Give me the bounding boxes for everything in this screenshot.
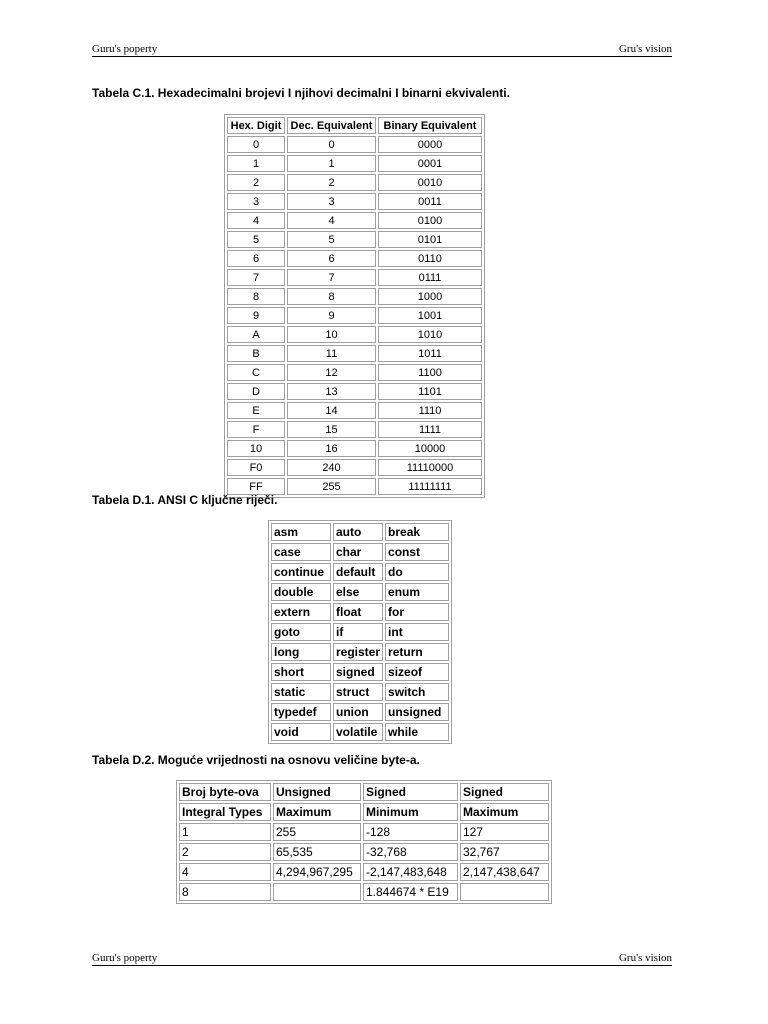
table-row — [271, 643, 449, 661]
table-row — [179, 883, 549, 901]
table-cell: if — [333, 623, 383, 641]
table-cell: 4 — [179, 863, 271, 881]
table-row — [271, 543, 449, 561]
table-row — [227, 212, 482, 229]
table-cell: -2,147,483,648 — [363, 863, 458, 881]
table-row — [179, 863, 549, 881]
table-cell: register — [333, 643, 383, 661]
table-cell: 4,294,967,295 — [273, 863, 361, 881]
table-cell: 8 — [227, 288, 285, 305]
table-cell: continue — [271, 563, 331, 581]
table-header-row — [227, 117, 482, 134]
table-cell: void — [271, 723, 331, 741]
table-row — [227, 231, 482, 248]
table-row — [227, 383, 482, 400]
table-row — [227, 326, 482, 343]
table-cell: int — [385, 623, 449, 641]
table-cell: 2 — [179, 843, 271, 861]
table-cell: else — [333, 583, 383, 601]
table-cell: 1010 — [378, 326, 482, 343]
table-cell: Signed — [363, 783, 458, 801]
table-cell: -32,768 — [363, 843, 458, 861]
table-row — [271, 683, 449, 701]
table-cell: Unsigned — [273, 783, 361, 801]
table-cell: 1100 — [378, 364, 482, 381]
table-cell: 3 — [287, 193, 376, 210]
hex-table — [224, 114, 485, 498]
table-cell: 0001 — [378, 155, 482, 172]
table-cell: 2 — [287, 174, 376, 191]
table-row — [227, 136, 482, 153]
table-cell: E — [227, 402, 285, 419]
table-cell: 1000 — [378, 288, 482, 305]
table-cell: 0 — [227, 136, 285, 153]
table-cell: 32,767 — [460, 843, 549, 861]
binary-equivalent-header: Binary Equivalent — [378, 117, 482, 134]
table-d1-caption: Tabela D.1. ANSI C ključne riječi. — [92, 493, 278, 507]
table-cell: 11111111 — [378, 478, 482, 495]
table-cell: const — [385, 543, 449, 561]
table-row — [227, 288, 482, 305]
table-cell: volatile — [333, 723, 383, 741]
table-cell: 11110000 — [378, 459, 482, 476]
table-cell: 1 — [227, 155, 285, 172]
table-cell: while — [385, 723, 449, 741]
table-cell: 10 — [287, 326, 376, 343]
table-cell: short — [271, 663, 331, 681]
table-cell: struct — [333, 683, 383, 701]
header-left-text: Guru's poperty — [92, 43, 158, 55]
table-cell: 1111 — [378, 421, 482, 438]
table-cell: 0101 — [378, 231, 482, 248]
table-cell: 0100 — [378, 212, 482, 229]
table-cell: 6 — [227, 250, 285, 267]
table-cell: enum — [385, 583, 449, 601]
table-cell: 1101 — [378, 383, 482, 400]
table-cell: 1 — [179, 823, 271, 841]
table-cell: 7 — [287, 269, 376, 286]
table-cell: for — [385, 603, 449, 621]
byte-values-table — [176, 780, 552, 904]
table-cell: float — [333, 603, 383, 621]
table-cell: F — [227, 421, 285, 438]
table-cell: 65,535 — [273, 843, 361, 861]
table-cell: A — [227, 326, 285, 343]
table-row — [271, 583, 449, 601]
table-cell: union — [333, 703, 383, 721]
table-cell: signed — [333, 663, 383, 681]
table-cell: 11 — [287, 345, 376, 362]
table-row — [271, 523, 449, 541]
header-right-text: Gru's vision — [618, 43, 672, 55]
table-row — [227, 193, 482, 210]
table-cell: 255 — [287, 478, 376, 495]
table-cell: 7 — [227, 269, 285, 286]
footer-left-text: Guru's poperty — [92, 952, 158, 964]
table-cell: D — [227, 383, 285, 400]
table-cell: -128 — [363, 823, 458, 841]
table-cell: 4 — [227, 212, 285, 229]
table-cell: 1.844674 * E19 — [363, 883, 458, 901]
table-cell: 1011 — [378, 345, 482, 362]
table-cell: break — [385, 523, 449, 541]
table-cell: 1001 — [378, 307, 482, 324]
table-cell: 8 — [179, 883, 271, 901]
table-row — [271, 723, 449, 741]
table-cell: 0 — [287, 136, 376, 153]
table-cell: 2 — [227, 174, 285, 191]
table-cell: 14 — [287, 402, 376, 419]
table-cell: Signed — [460, 783, 549, 801]
table-cell: goto — [271, 623, 331, 641]
table-cell: Integral Types — [179, 803, 271, 821]
table-cell: long — [271, 643, 331, 661]
table-cell: auto — [333, 523, 383, 541]
table-cell: 16 — [287, 440, 376, 457]
page-header — [92, 42, 672, 57]
hex-digit-header: Hex. Digit — [227, 117, 285, 134]
table-cell: unsigned — [385, 703, 449, 721]
table-header-row — [179, 783, 549, 801]
table-cell: Broj byte-ova — [179, 783, 271, 801]
table-row — [179, 843, 549, 861]
table-cell: sizeof — [385, 663, 449, 681]
table-cell: 10 — [227, 440, 285, 457]
table-row — [227, 364, 482, 381]
table-row — [179, 823, 549, 841]
table-cell: 1 — [287, 155, 376, 172]
table-cell: 255 — [273, 823, 361, 841]
table-cell: 15 — [287, 421, 376, 438]
table-cell: 0111 — [378, 269, 482, 286]
table-row — [227, 402, 482, 419]
table-cell: static — [271, 683, 331, 701]
footer-right-text: Gru's vision — [618, 952, 672, 964]
table-cell: 8 — [287, 288, 376, 305]
table-cell: asm — [271, 523, 331, 541]
table-cell: 5 — [227, 231, 285, 248]
table-cell: FF — [227, 478, 285, 495]
table-cell: do — [385, 563, 449, 581]
table-cell: Maximum — [273, 803, 361, 821]
table-cell: 2,147,438,647 — [460, 863, 549, 881]
dec-equivalent-header: Dec. Equivalent — [287, 117, 376, 134]
table-row — [227, 155, 482, 172]
table-cell: F0 — [227, 459, 285, 476]
table-row — [227, 440, 482, 457]
table-row — [271, 603, 449, 621]
table-cell: 0010 — [378, 174, 482, 191]
table-cell: default — [333, 563, 383, 581]
table-row — [227, 250, 482, 267]
table-row — [227, 459, 482, 476]
table-cell: case — [271, 543, 331, 561]
table-row — [227, 421, 482, 438]
page-footer — [92, 951, 672, 966]
table-cell: 6 — [287, 250, 376, 267]
table-row — [227, 307, 482, 324]
table-cell: return — [385, 643, 449, 661]
table-row — [227, 174, 482, 191]
table-cell: 0000 — [378, 136, 482, 153]
table-cell: double — [271, 583, 331, 601]
table-cell: 127 — [460, 823, 549, 841]
table-cell — [273, 883, 361, 901]
table-cell: 9 — [227, 307, 285, 324]
table-row — [271, 703, 449, 721]
table-cell — [460, 883, 549, 901]
table-cell: typedef — [271, 703, 331, 721]
keywords-table — [268, 520, 452, 744]
table-c1-caption: Tabela C.1. Hexadecimalni brojevi I njihovi decimalni I binarni ekvivalenti. — [92, 86, 510, 100]
table-cell: 3 — [227, 193, 285, 210]
table-cell: Minimum — [363, 803, 458, 821]
table-cell: 0110 — [378, 250, 482, 267]
table-cell: B — [227, 345, 285, 362]
table-cell: char — [333, 543, 383, 561]
table-cell: extern — [271, 603, 331, 621]
table-row — [271, 623, 449, 641]
table-cell: 9 — [287, 307, 376, 324]
table-cell: 5 — [287, 231, 376, 248]
table-row — [227, 269, 482, 286]
table-cell: Maximum — [460, 803, 549, 821]
table-row — [271, 663, 449, 681]
table-cell: 12 — [287, 364, 376, 381]
table-cell: 1110 — [378, 402, 482, 419]
table-cell: 0011 — [378, 193, 482, 210]
table-cell: 10000 — [378, 440, 482, 457]
table-row — [271, 563, 449, 581]
table-row — [227, 345, 482, 362]
table-cell: 240 — [287, 459, 376, 476]
table-cell: C — [227, 364, 285, 381]
table-d2-caption: Tabela D.2. Moguće vrijednosti na osnovu veličine byte-a. — [92, 753, 420, 767]
table-header-row — [179, 803, 549, 821]
table-cell: 4 — [287, 212, 376, 229]
table-cell: 13 — [287, 383, 376, 400]
table-cell: switch — [385, 683, 449, 701]
